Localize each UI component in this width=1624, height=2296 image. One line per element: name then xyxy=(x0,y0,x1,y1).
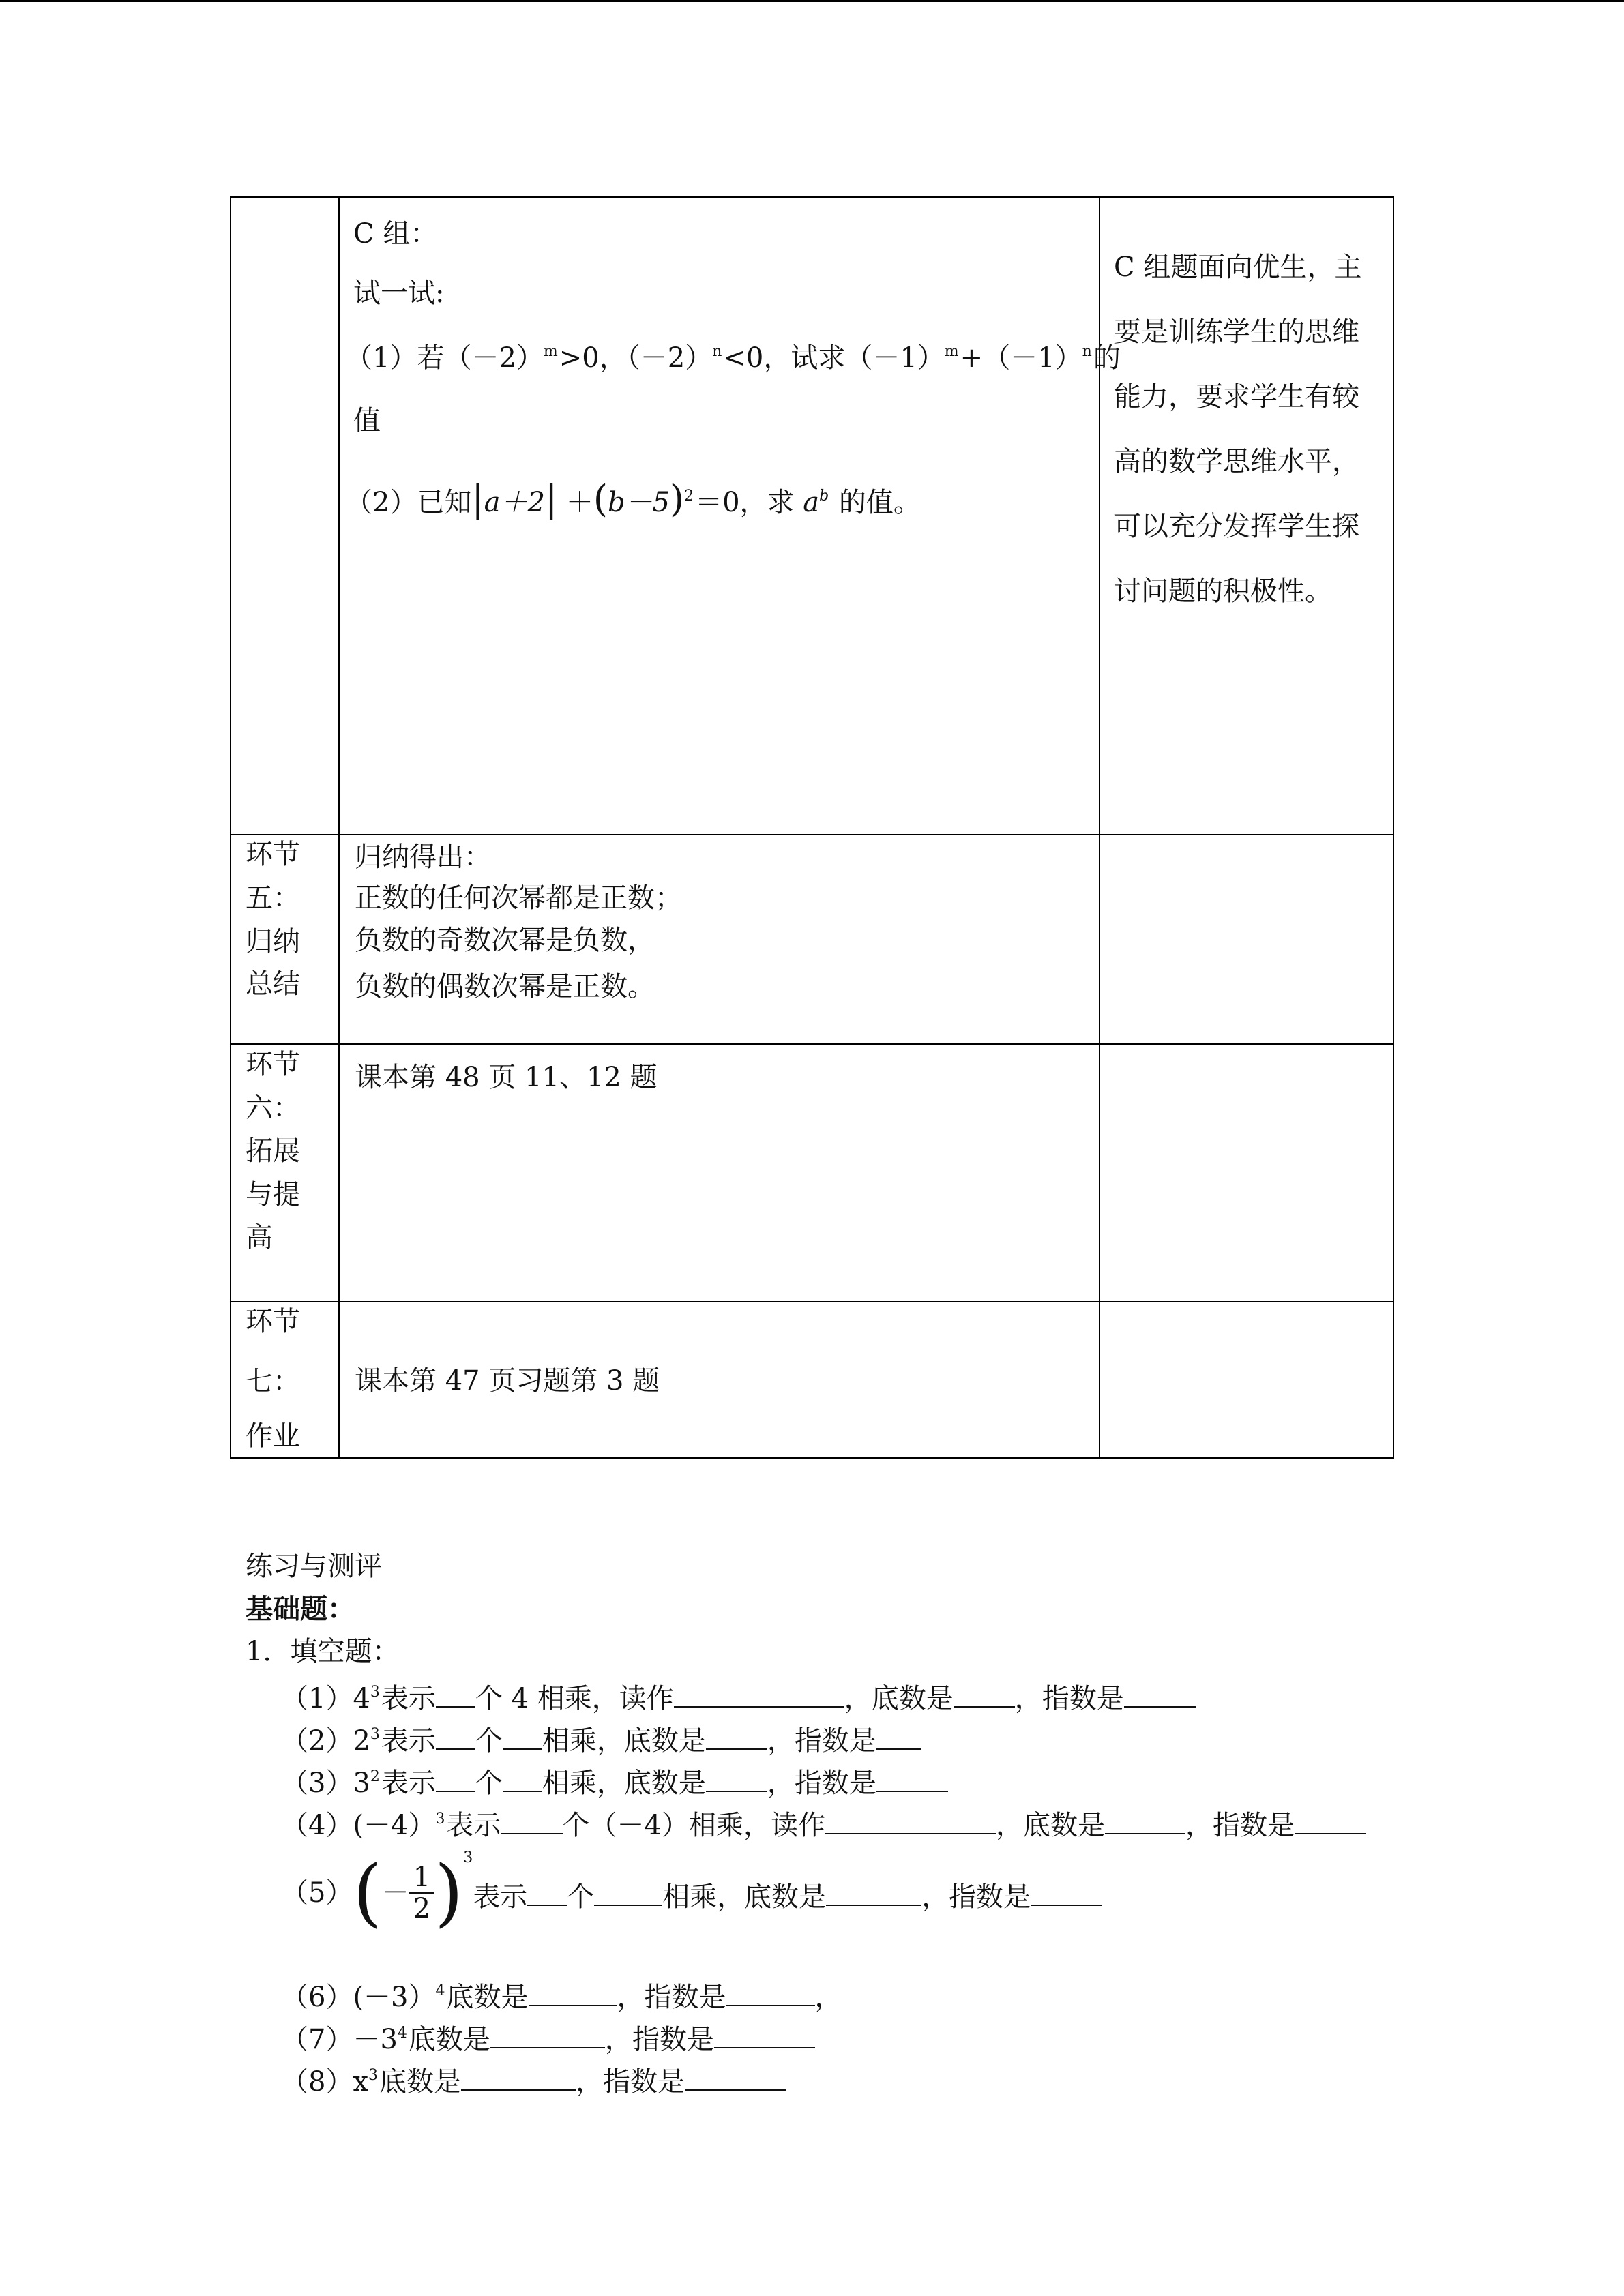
exercise-item: $(2)2^3$表示 个 相乘，底数是 ，指数是 xyxy=(281,1720,921,1758)
row4-content: 课本第 47 页习题第 3 题 xyxy=(355,1365,660,1397)
exercise-heading: 练习与测评 xyxy=(246,1551,382,1582)
top-border xyxy=(0,0,1624,2)
exercise-item: $(8)x^3$底数是 ，指数是 xyxy=(281,2061,786,2099)
note-line: 讨问题的积极性。 xyxy=(1114,576,1332,607)
row1-note xyxy=(1114,235,1387,624)
exercise-item: $(3)3^2$表示 个 相乘，底数是 ，指数是 xyxy=(281,1762,948,1800)
row1-content xyxy=(340,198,1121,834)
question-fill-blank: 1．填空题： xyxy=(246,1636,400,1667)
note-line: 可以充分发挥学生探 xyxy=(1114,511,1359,542)
exercise-item: （6）(－3）$^4$底数是 ，指数是 ， xyxy=(281,1976,842,2014)
note-line: 能力，要求学生有较 xyxy=(1114,381,1359,413)
exercise-item: （5）(－ $\frac{1}{2}$ )$^3$表示 个 相乘，底数是 ，指数是 xyxy=(281,1856,1102,1930)
question-2: （2）已知$|a+2| +(b-5)^2=0$，求 $a^b$ 的值。 xyxy=(345,477,921,520)
try-label: 试一试: xyxy=(353,278,445,309)
note-line: C 组题面向优生，主 xyxy=(1114,252,1362,283)
exercise-item: $(1)4^3$表示 个 4 相乘，读作 ，底数是 ，指数是 xyxy=(281,1678,1196,1716)
question-1-tail: 值 xyxy=(353,405,381,436)
exercise-item: $(7)-3^4$底数是 ，指数是 xyxy=(281,2018,815,2057)
basic-heading: 基础题： xyxy=(246,1593,355,1625)
question-1: （1）若$(-2)^m>0$，$(-2)^n<0$，试求$(-1)^m+(-1)^n$的 xyxy=(345,342,1121,374)
group-title: C 组： xyxy=(353,218,438,250)
note-line: 高的数学思维水平， xyxy=(1114,446,1359,477)
exercise-item: （4）(－4）$^3$表示 个（－4）相乘，读作 ，底数是 ，指数是 xyxy=(281,1804,1366,1843)
note-line: 要是训练学生的思维 xyxy=(1114,316,1359,348)
row3-content: 课本第 48 页 11、12 题 xyxy=(355,1062,658,1093)
